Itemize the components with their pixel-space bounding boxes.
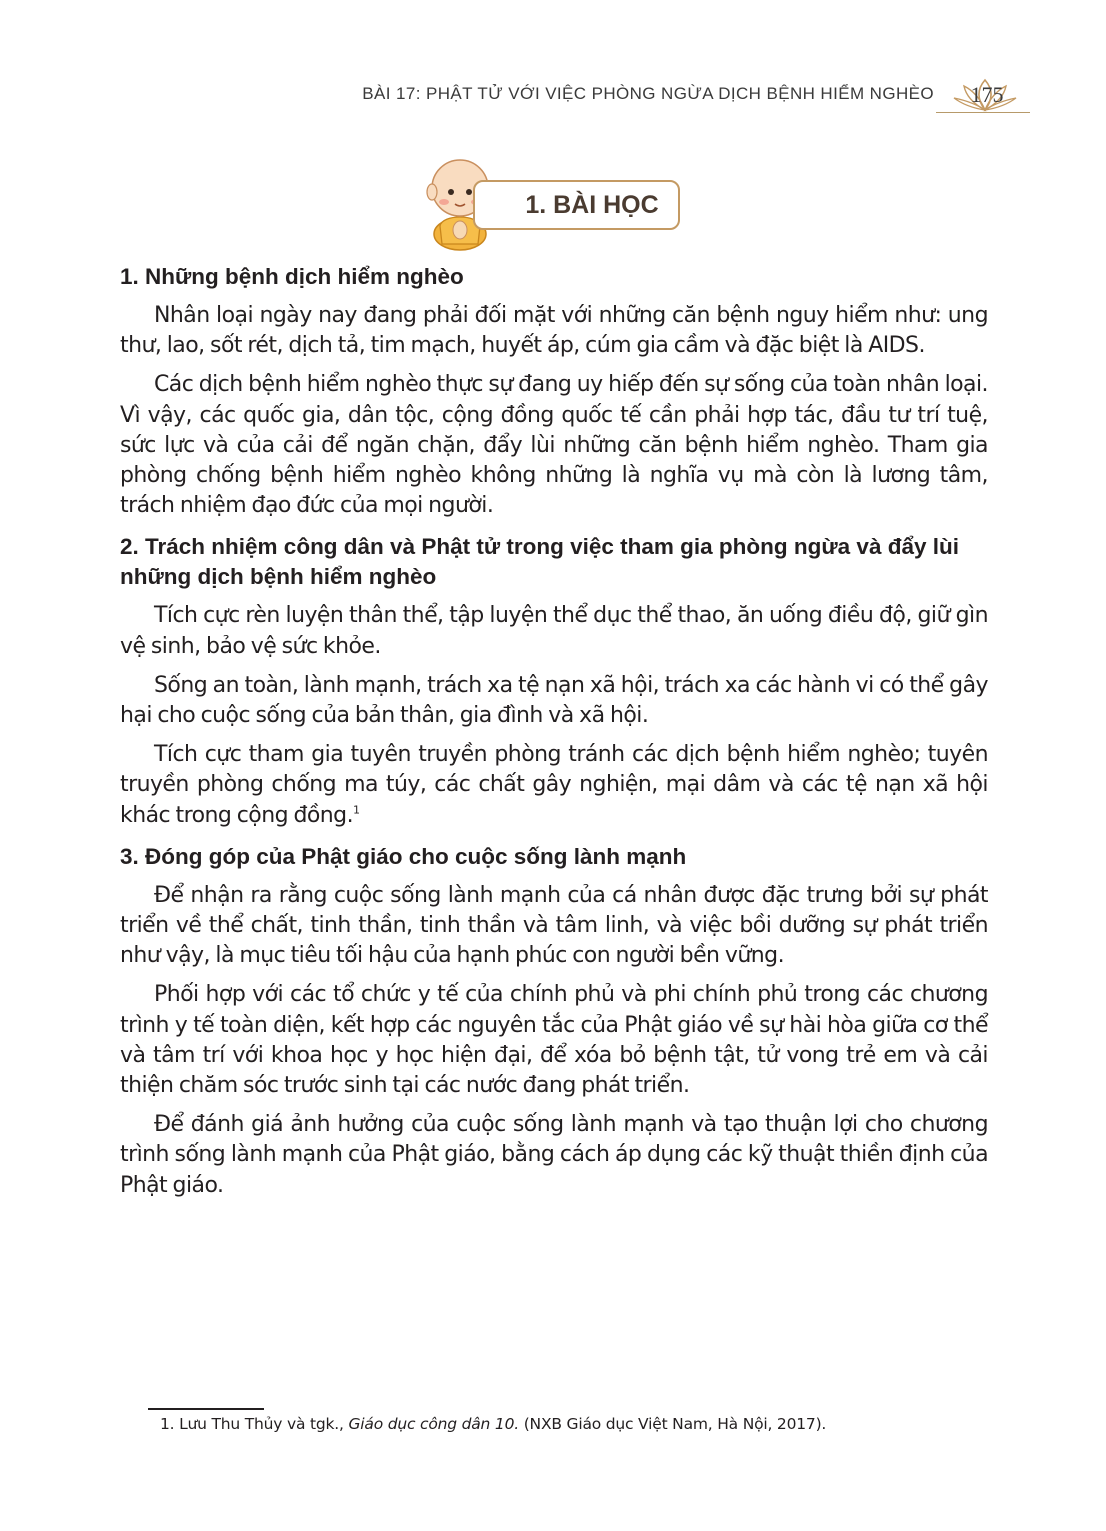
paragraph: Phối hợp với các tổ chức y tế của chính phủ và phi chính phủ trong các chương trình y tế toàn diện, kết hợp các nguyên tắc của Phật giáo về sự hài hòa giữa cơ thể và tâm trí với khoa học y học hiện đại, để xóa bỏ bệnh tật, tử vong trẻ em và cải thiện chăm sóc trước sinh tại các nước đang phát triển. [120, 982, 988, 1099]
page-number: 175 [970, 82, 1004, 107]
footnote-ref[interactable]: 1 [353, 803, 360, 817]
main-content [120, 262, 988, 1201]
paragraph: Các dịch bệnh hiểm nghèo thực sự đang uy hiếp đến sự sống của toàn nhân loại. Vì vậy, các quốc gia, dân tộc, cộng đồng quốc tế cần phải hợp tác, đầu tư trí tuệ, sức lực và của cải để ngăn chặn, đẩy lùi những căn bệnh hiểm nghèo. Tham gia phòng chống bệnh hiểm nghèo không những là nghĩa vụ mà còn là lương tâm, trách nhiệm đạo đức của mọi người. [120, 372, 988, 519]
paragraph: Để nhận ra rằng cuộc sống lành mạnh của cá nhân được đặc trưng bởi sự phát triển về thể chất, tinh thần, tinh thần và tâm linh, và việc bồi dưỡng sự phát triển như vậy, là mục tiêu tối hậu của hạnh phúc con người bền vững. [120, 882, 988, 969]
paragraph: Tích cực rèn luyện thân thể, tập luyện thể dục thể thao, ăn uống điều độ, giữ gìn vệ sinh, bảo vệ sức khỏe. [120, 603, 988, 659]
section-heading: 1. Những bệnh dịch hiểm nghèo [120, 264, 464, 289]
footnote-author: Lưu Thu Thủy và tgk., [179, 1415, 344, 1433]
footnote-rule [148, 1408, 264, 1410]
footnote-number: 1. [160, 1415, 175, 1433]
page-header [0, 78, 1106, 118]
footnote-work: Giáo dục công dân 10. [348, 1415, 519, 1433]
paragraph-text: Tích cực tham gia tuyên truyền phòng tránh các dịch bệnh hiểm nghèo; tuyên truyền phòng chống ma túy, các chất gây nghiện, mại dâm và các tệ nạn xã hội khác trong cộng đồng. [120, 742, 988, 828]
footnote-publisher: (NXB Giáo dục Việt Nam, Hà Nội, 2017). [523, 1415, 827, 1433]
chapter-title: BÀI 17: PHẬT TỬ VỚI VIỆC PHÒNG NGỪA DỊCH BỆNH HIỂM NGHÈO [362, 84, 934, 103]
paragraph: Để đánh giá ảnh hưởng của cuộc sống lành mạnh và tạo thuận lợi cho chương trình sống lành mạnh của Phật giáo, bằng cách áp dụng các kỹ thuật thiền định của Phật giáo. [120, 1112, 988, 1198]
header-rule [936, 112, 1030, 113]
lesson-badge [473, 180, 680, 230]
lesson-title: 1. BÀI HỌC [525, 191, 659, 219]
paragraph: Sống an toàn, lành mạnh, trách xa tệ nạn xã hội, trách xa các hành vi có thể gây hại cho cuộc sống của bản thân, gia đình và xã hội. [120, 672, 988, 729]
paragraph: Nhân loại ngày nay đang phải đối mặt với những căn bệnh nguy hiểm như: ung thư, lao, sốt rét, dịch tả, tim mạch, huyết áp, cúm gia cầm và đặc biệt là AIDS. [120, 303, 988, 359]
paragraph-with-footnote [120, 740, 988, 831]
footnote [160, 1415, 1060, 1433]
section-heading: 2. Trách nhiệm công dân và Phật tử trong việc tham gia phòng ngừa và đẩy lùi những dịch bệnh hiểm nghèo [120, 534, 959, 590]
section-heading: 3. Đóng góp của Phật giáo cho cuộc sống lành mạnh [120, 843, 687, 869]
